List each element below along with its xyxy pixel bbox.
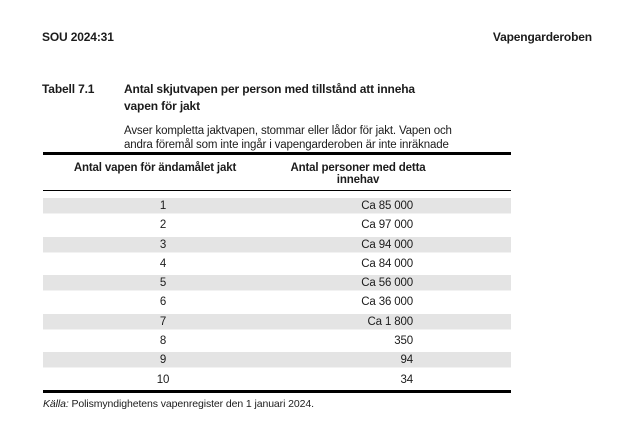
cell-antal-personer: 94 xyxy=(400,354,413,367)
table-row xyxy=(43,371,511,390)
table-row xyxy=(43,351,511,370)
cell-antal-vapen: 6 xyxy=(159,296,167,309)
cell-antal-personer: Ca 84 000 xyxy=(361,257,413,270)
cell-antal-vapen: 2 xyxy=(159,219,167,232)
table-label: Tabell 7.1 xyxy=(42,82,95,96)
table-body xyxy=(43,191,511,390)
cell-antal-personer: Ca 85 000 xyxy=(361,200,413,212)
table-row xyxy=(43,216,511,235)
page-header-left: SOU 2024:31 xyxy=(42,30,114,44)
table-bottom-rule xyxy=(43,390,511,393)
cell-antal-vapen: 9 xyxy=(159,354,167,367)
cell-antal-vapen: 3 xyxy=(159,238,167,251)
source-label: Källa: xyxy=(43,398,69,410)
cell-antal-personer: Ca 97 000 xyxy=(361,219,413,232)
cell-antal-personer: Ca 94 000 xyxy=(361,238,413,251)
table-caption-block xyxy=(42,81,522,152)
cell-antal-vapen: 10 xyxy=(156,373,170,386)
cell-antal-vapen: 5 xyxy=(159,277,167,290)
table-row xyxy=(43,293,511,312)
table-title-line1: Antal skjutvapen per person med tillstånd att inneha xyxy=(124,82,415,96)
table-header-row xyxy=(43,155,511,190)
data-table xyxy=(43,152,511,393)
cell-antal-personer: 34 xyxy=(400,373,413,386)
table-subtitle-line2: andra föremål som inte ingår i vapengarderoben är inte inräknade xyxy=(124,139,449,151)
column-header-antal-personer: Antal personer med detta innehav xyxy=(290,162,426,186)
table-row xyxy=(43,255,511,274)
source-text: Polismyndighetens vapenregister den 1 januari 2024. xyxy=(71,398,314,410)
cell-antal-personer: 350 xyxy=(394,335,413,348)
table-title-line2: vapen för jakt xyxy=(124,99,200,113)
cell-antal-personer: Ca 1 800 xyxy=(367,315,413,328)
cell-antal-vapen: 4 xyxy=(159,257,167,270)
cell-antal-vapen: 8 xyxy=(159,335,167,348)
table-row xyxy=(43,236,511,255)
table-row xyxy=(43,313,511,332)
table-row xyxy=(43,332,511,351)
cell-antal-vapen: 7 xyxy=(159,315,167,328)
cell-antal-vapen: 1 xyxy=(159,200,167,212)
page-header-right: Vapengarderoben xyxy=(492,30,592,44)
table-subtitle xyxy=(124,124,522,152)
table-title xyxy=(124,81,415,115)
cell-antal-personer: Ca 56 000 xyxy=(361,277,413,290)
table-subtitle-line1: Avser kompletta jaktvapen, stommar eller lådor för jakt. Vapen och xyxy=(124,125,452,137)
page-header xyxy=(42,30,592,44)
table-row xyxy=(43,197,511,216)
table-source xyxy=(43,398,314,410)
column-header-antal-vapen: Antal vapen för ändamålet jakt xyxy=(73,162,237,174)
cell-antal-personer: Ca 36 000 xyxy=(361,296,413,309)
table-row xyxy=(43,274,511,293)
